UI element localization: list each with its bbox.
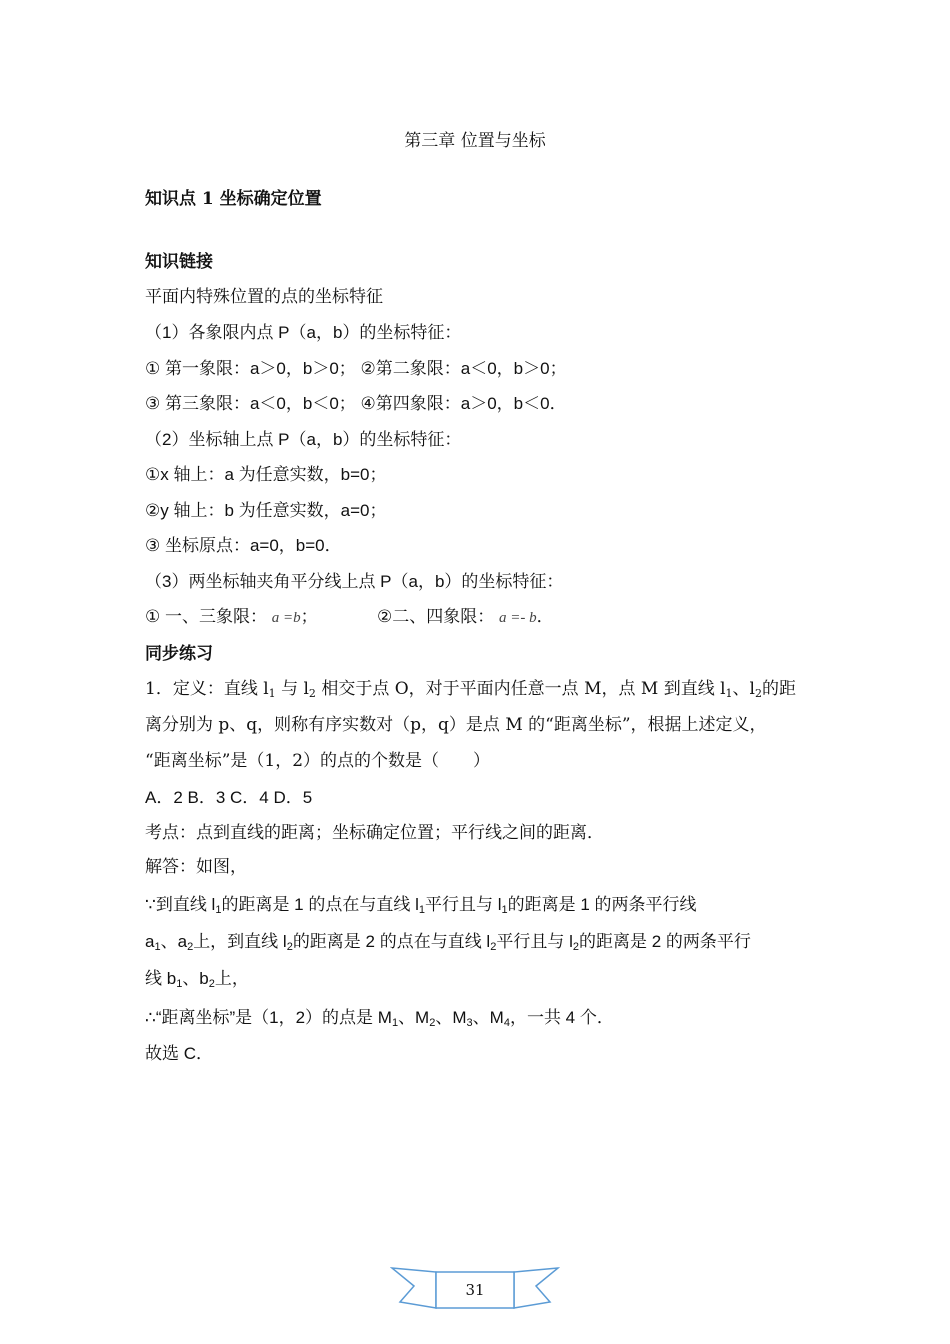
text-run: 、l xyxy=(732,679,755,699)
text-run: 相交于点 O，对于平面内任意一点 M，点 M 到直线 l xyxy=(321,679,726,699)
text-run: 平行且与 l xyxy=(424,895,502,914)
text-run: 线 b xyxy=(145,969,177,988)
bisector-2-end: ． xyxy=(536,607,554,626)
text-run: 、b xyxy=(182,969,209,988)
text-run: ∵到直线 l xyxy=(145,895,216,914)
subscript: 2 xyxy=(187,941,194,953)
answer-options: A．2 B．3 C．4 D．5 xyxy=(145,788,313,807)
subscript: 3 xyxy=(466,1017,473,1029)
subscript: 1 xyxy=(391,1017,399,1029)
knowledge-item: （3）两坐标轴夹角平分线上点 P（a，b）的坐标特征： xyxy=(145,572,564,591)
text-run: 平行且与 l xyxy=(496,932,573,951)
bisector-2-label: ②二、四象限： xyxy=(377,607,495,626)
subscript: 4 xyxy=(503,1017,510,1029)
chapter-title: 第三章 位置与坐标 xyxy=(404,131,546,151)
knowledge-item: （2）坐标轴上点 P（a，b）的坐标特征： xyxy=(145,430,462,449)
solution-line-4 xyxy=(145,1006,614,1030)
knowledge-item: （1）各象限内点 P（a，b）的坐标特征： xyxy=(145,323,462,342)
kaodian: 考点：点到直线的距离；坐标确定位置；平行线之间的距离． xyxy=(145,823,604,843)
conclusion: 故选 C． xyxy=(145,1044,213,1063)
bisector-1-formula: a =b xyxy=(271,610,301,626)
subscript: 2 xyxy=(490,941,497,953)
text-run: 、M xyxy=(435,1008,467,1027)
knowledge-intro: 平面内特殊位置的点的坐标特征 xyxy=(145,287,383,307)
text-run: 的距离是 2 的两条平行 xyxy=(578,932,751,951)
subscript: 2 xyxy=(308,687,316,700)
bisector-2-formula: a =- b xyxy=(499,610,537,626)
subscript: 1 xyxy=(725,687,733,700)
solution-intro: 解答：如图， xyxy=(145,857,247,877)
knowledge-item: ① 第一象限：a＞0，b＞0； ②第二象限：a＜0，b＞0； xyxy=(145,359,567,378)
text-run: ，一共 4 个． xyxy=(509,1008,614,1027)
subscript: 1 xyxy=(176,978,183,990)
page-footer xyxy=(390,1262,560,1312)
subscript: 2 xyxy=(429,1017,436,1029)
bisector-1-label: ① 一、三象限： xyxy=(145,607,267,626)
subscript: 1 xyxy=(268,687,276,700)
text-run: 上，到直线 l xyxy=(193,932,287,951)
bisector-1-end: ； xyxy=(300,607,318,626)
subscript: 2 xyxy=(208,978,215,990)
text-run: 上， xyxy=(214,969,249,988)
knowledge-item: ①x 轴上：a 为任意实数，b=0； xyxy=(145,465,387,484)
question-1-line-1 xyxy=(145,677,796,701)
text-run: 的距 xyxy=(761,679,796,699)
page-number: 31 xyxy=(465,1281,485,1299)
knowledge-item: ③ 坐标原点：a=0，b=0． xyxy=(145,536,342,555)
knowledge-item: ②y 轴上：b 为任意实数，a=0； xyxy=(145,501,387,520)
solution-line-2 xyxy=(145,930,751,954)
text-run: 1．定义：直线 l xyxy=(145,679,269,699)
subscript: 2 xyxy=(754,687,762,700)
practice-heading: 同步练习 xyxy=(145,644,213,664)
text-run: 、M xyxy=(398,1008,430,1027)
subscript: 1 xyxy=(501,904,508,916)
section-heading: 知识点 1 坐标确定位置 xyxy=(145,189,322,209)
bisector-line xyxy=(145,605,554,630)
solution-line-1 xyxy=(145,893,697,917)
knowledge-link-heading: 知识链接 xyxy=(145,252,213,272)
text-run: 、a xyxy=(160,932,188,951)
question-1-line-2: 离分别为 p、q，则称有序实数对（p，q）是点 M 的“距离坐标”，根据上述定义， xyxy=(145,715,767,735)
subscript: 1 xyxy=(418,904,425,916)
text-run: 与 l xyxy=(281,679,309,699)
subscript: 2 xyxy=(286,941,293,953)
text-run: ∴“距离坐标”是（1，2）的点是 M xyxy=(145,1008,392,1027)
text-run: a xyxy=(145,932,155,951)
text-run: 的距离是 1 的点在与直线 l xyxy=(221,895,419,914)
solution-line-3 xyxy=(145,967,249,991)
subscript: 2 xyxy=(572,941,579,953)
text-run: 的距离是 1 的两条平行线 xyxy=(507,895,697,914)
text-run: 的距离是 2 的点在与直线 l xyxy=(292,932,491,951)
subscript: 1 xyxy=(215,904,222,916)
text-run: 、M xyxy=(472,1008,504,1027)
knowledge-item: ③ 第三象限：a＜0，b＜0； ④第四象限：a＞0，b＜0． xyxy=(145,394,567,413)
question-1-line-3: “距离坐标”是（1，2）的点的个数是（ ） xyxy=(145,751,491,771)
subscript: 1 xyxy=(154,941,161,953)
